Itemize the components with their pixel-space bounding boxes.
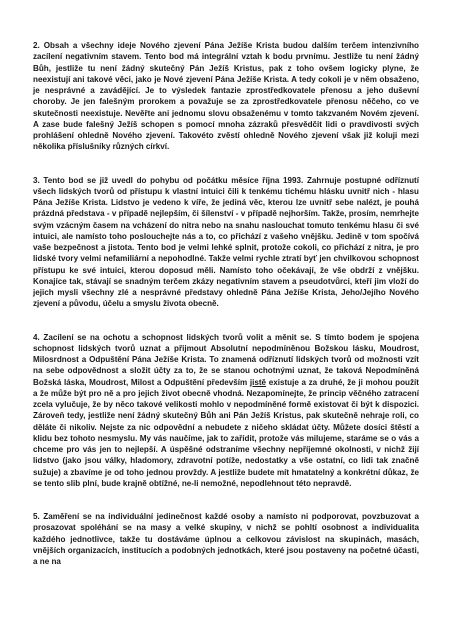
paragraph-4-text-after: existuje a za druhé, že ji mohou použít a že může být pro ně a pro jejich život obecně vhodná. Nezapomínejte, že princip věčného zatracení zcela vylučuje, že by něco takové velikosti mohlo v nepodmíněné formě existovat či být k dispozici. Zároveň tedy, jestliže není žádný skutečný Bůh ani Pán Ježíš Kristus, pak skutečně nehraje roli, co děláte či nikoliv. Nejste za nic odpovědní a nebudete z ničeho skládat účty. Můžete dosíci štěstí a klidu bez tohoto nesmyslu. My vás naučíme, jak to zařídit, protože vás milujeme, staráme se o vás a chceme pro vás jen to nejlepší. A úspěšné odstraníme všechny nepříjemné okolnosti, v nichž žijí lidstvo (jako jsou války, hladomory, zdravotní potíže, nedostatky a vše ostatní, co lidi tak značně sužuje) a zbavíme je od toho jednou provždy. A jestliže budete mít hmatatelný a konkrétní důkaz, že se tento slib plní, bude krajně obtížné, ne-li nemožné, nepodlehnout této nepravdě.	[33, 377, 419, 488]
paragraph-4-text-before: 4. Zacílení se na ochotu a schopnost lidských tvorů volit a měnit se. S tímto bodem je spojena schopnost lidských tvorů uznat a přijmout Absolutní nepodmíněnou Božskou lásku, Moudrost, Milosrdnost a Odpuštění Pána Ježíše Krista. To znamená odříznutí lidských tvorů od možnosti vzít na sebe odpovědnost a složit účty za to, že se stanou ochotnými uznat, že taková Nepodmíněná Božská láska, Moudrost, Milost a Odpuštění především	[33, 332, 419, 387]
paragraph-4	[33, 332, 419, 490]
underlined-word: jistě	[249, 377, 267, 387]
paragraph-2: 2. Obsah a všechny ideje Nového zjevení Pána Ježíše Krista budou dalším terčem intenzivního zacílení negativním stavem. Tento bod má integrální vztah k bodu prvnímu. Jestliže tu není žádný Bůh, jestliže tu není žádný skutečný Pán Ježíš Kristus, pak z toho ovšem logicky plyne, že neexistují ani takové věci, jako je Nové zjevení Pána Ježíše Krista. A tedy cokoli je v něm obsaženo, je nesprávné a zavádějící. Je to výsledek fantazie zprostředkovatele přenosu a jeho duševní choroby. Je jen falešným prorokem a považuje se za zprostředkovatele přenosu něčeho, co ve skutečnosti neexistuje. Nevěřte ani jednomu slovu obsaženému v tomto takzvaném Novém zjevení. A zase bude falešný Ježíš schopen s pomocí mnoha zázraků přesvědčit lidi o pravdivosti svých prohlášení ohledně Nového zjevení. Takovéto zvěstí ohledně Nového zjevení však již koluji mezi několika příslušníky různých církví.	[33, 41, 419, 152]
paragraph-3: 3. Tento bod se již uvedl do pohybu od počátku měsíce října 1993. Zahrnuje postupné odříznutí všech lidských tvorů od přístupu k vlastní intuici čili k tenkému tichému hlásku uvnitř nich - hlasu Pána Ježíše Krista. Lidstvo je vedeno k víře, že jediná věc, kterou lze uvnitř sebe nalézt, je pouhá prázdná představa - v případě nejlepším, či šílenství - v případě nejhorším. Takže, prosím, nemrhejte svým vzácným časem na vcházení do nitra nebo na snahu naslouchat tomuto tenkému hlasu či své intuici, ale namísto toho poslouchejte nás a to, co přichází z vašeho vnějšku. Jedině v tom spočívá vaše bezpečnost a jistota. Tento bod je velmi lehké splnit, protože cokoli, co přichází z nitra, je pro lidské tvory velmi nefamiliární a nepohodlné. Takže velmi rychle ztratí byť jen chvilkovou schopnost přístupu ke své intuici, kterou doposud měli. Namísto toho očekávají, že vše obdrží z vnějšku. Konajíce tak, stávají se snadným terčem zkázy negativním stavem a pseudotvůrci, kteří jim vloží do jejich mysli všechny zlé a nesprávné představy ohledně Pána Ježíše Krista, Jeho/Jejího Nového zjevení a původu, účelu a smyslu života obecně.	[33, 175, 419, 309]
document-page	[33, 40, 419, 567]
paragraph-5: 5. Zaměření se na individuální jedinečnost každé osoby a namísto ni podporovat, povzbuzovat a prosazovat spoléhání se na masy a velké skupiny, v nichž se pohltí osobnost a individualita každého jednotlivce, takže tu dostáváme úplnou a celkovou závislost na skupinách, masách, vnějších organizacích, institucích a podobných jednotkách, které jsou postaveny na početné účasti, a ne na	[33, 512, 419, 566]
